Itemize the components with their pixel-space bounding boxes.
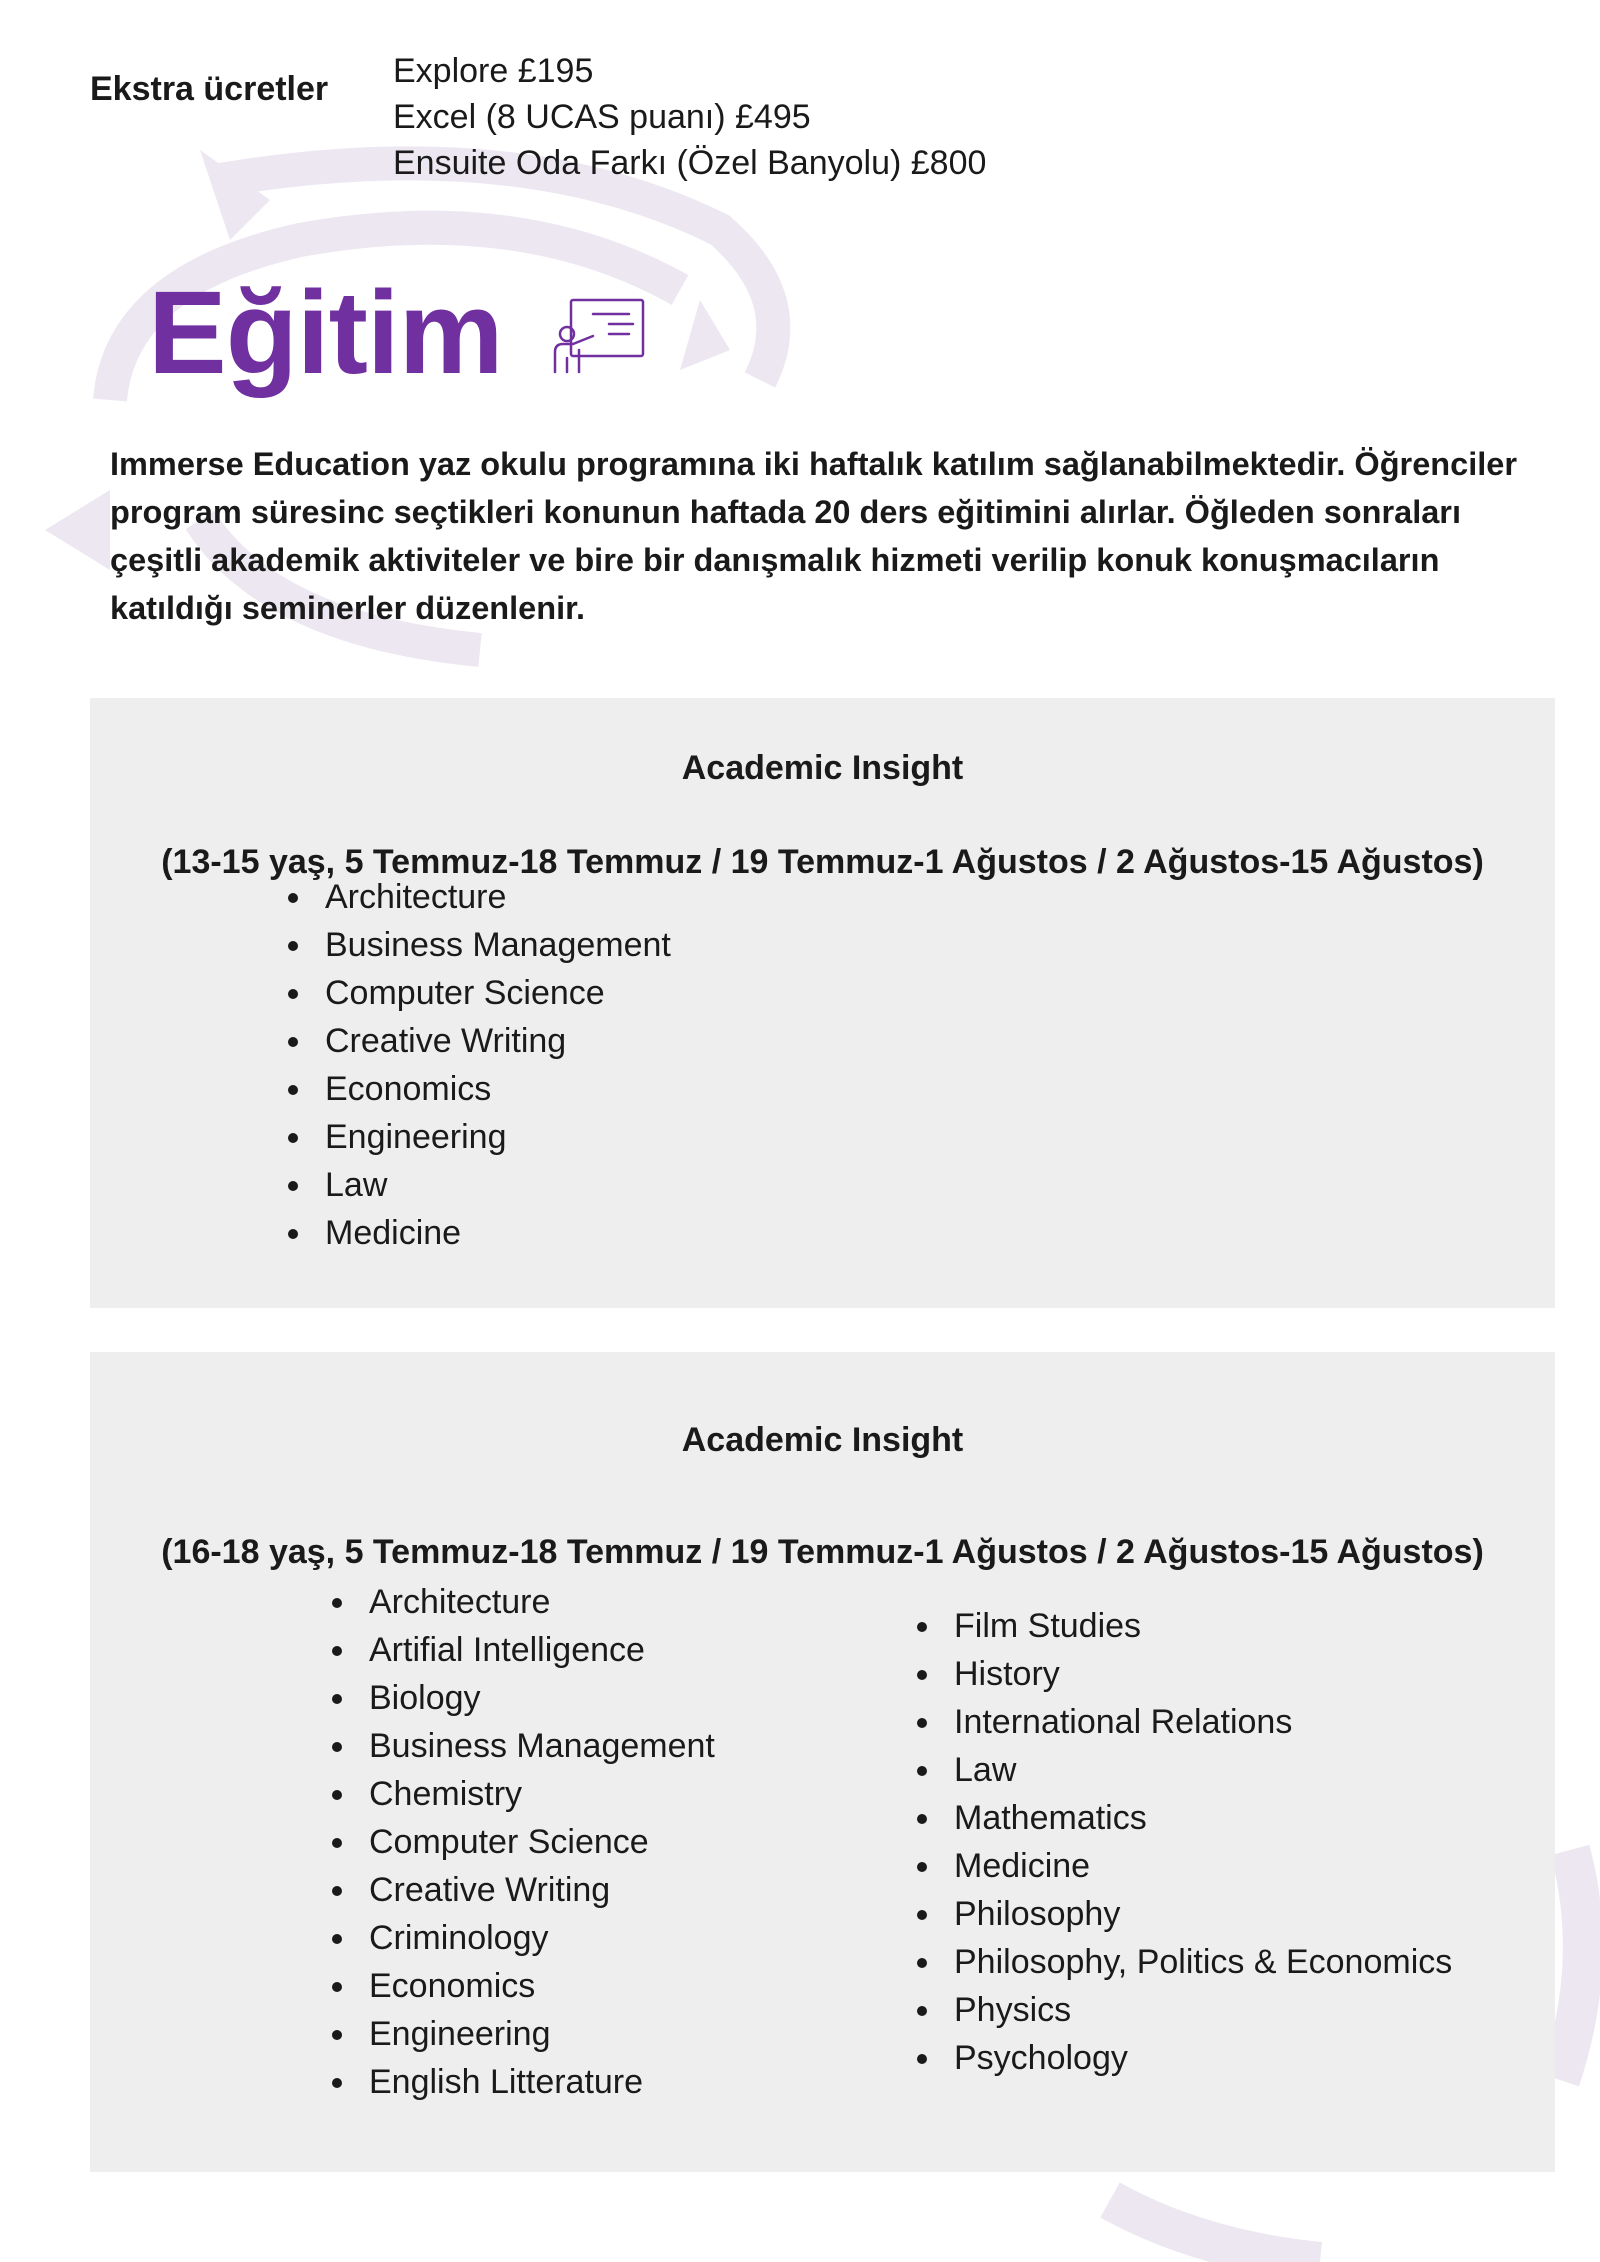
list-item: History xyxy=(917,1650,1452,1698)
list-item: Law xyxy=(288,1161,671,1209)
education-intro-paragraph: Immerse Education yaz okulu programına iki haftalık katılım sağlanabilmektedir. Öğrenciler program süresinc seçtikleri konunun haftada 20 ders eğitimini alırlar. Öğleden sonraları çeşitli akademik aktiviteler ve bire bir danışmalık hizmeti verilip konuk konuşmacıların katıldığı seminerler düzenlenir. xyxy=(110,446,1517,626)
list-item: Engineering xyxy=(288,1113,671,1161)
fee-item-excel: Excel (8 UCAS puanı) £495 xyxy=(393,98,811,136)
list-item: Artifial Intelligence xyxy=(332,1626,715,1674)
list-item: Economics xyxy=(332,1962,715,2010)
fee-item-explore: Explore £195 xyxy=(393,52,594,90)
program-title: Academic Insight xyxy=(681,749,964,787)
education-header xyxy=(148,268,647,398)
list-item: International Relations xyxy=(917,1698,1452,1746)
list-item: Film Studies xyxy=(917,1602,1452,1650)
fee-item-ensuite: Ensuite Oda Farkı (Özel Banyolu) £800 xyxy=(393,144,987,182)
list-item: Business Management xyxy=(288,921,671,969)
list-item: Medicine xyxy=(288,1209,671,1257)
program-title: Academic Insight xyxy=(681,1421,964,1459)
list-item: Creative Writing xyxy=(288,1017,671,1065)
list-item: Mathematics xyxy=(917,1794,1452,1842)
list-item: Philosophy, Politics & Economics xyxy=(917,1938,1452,1986)
program-panel-16-18 xyxy=(90,1352,1555,2172)
course-list xyxy=(288,873,671,1257)
list-item: Computer Science xyxy=(288,969,671,1017)
education-title: Eğitim xyxy=(148,267,503,399)
program-panel-13-15 xyxy=(90,698,1555,1308)
list-item: Medicine xyxy=(917,1842,1452,1890)
list-item: Business Management xyxy=(332,1722,715,1770)
list-item: Philosophy xyxy=(917,1890,1452,1938)
extra-fees-label: Ekstra ücretler xyxy=(90,70,329,108)
list-item: Criminology xyxy=(332,1914,715,1962)
teacher-presentation-icon xyxy=(549,296,647,376)
course-list-right xyxy=(917,1602,1452,2082)
list-item: Chemistry xyxy=(332,1770,715,1818)
extra-fees-list xyxy=(393,48,986,186)
list-item: Computer Science xyxy=(332,1818,715,1866)
program-subtitle: (16-18 yaş, 5 Temmuz-18 Temmuz / 19 Temmuz-1 Ağustos / 2 Ağustos-15 Ağustos) xyxy=(161,1533,1484,1571)
list-item: Architecture xyxy=(288,873,671,921)
list-item: Economics xyxy=(288,1065,671,1113)
course-list-left xyxy=(332,1578,715,2106)
list-item: Physics xyxy=(917,1986,1452,2034)
list-item: Engineering xyxy=(332,2010,715,2058)
list-item: English Litterature xyxy=(332,2058,715,2106)
program-subtitle: (13-15 yaş, 5 Temmuz-18 Temmuz / 19 Temmuz-1 Ağustos / 2 Ağustos-15 Ağustos) xyxy=(161,843,1484,881)
list-item: Psychology xyxy=(917,2034,1452,2082)
list-item: Law xyxy=(917,1746,1452,1794)
list-item: Creative Writing xyxy=(332,1866,715,1914)
list-item: Architecture xyxy=(332,1578,715,1626)
list-item: Biology xyxy=(332,1674,715,1722)
